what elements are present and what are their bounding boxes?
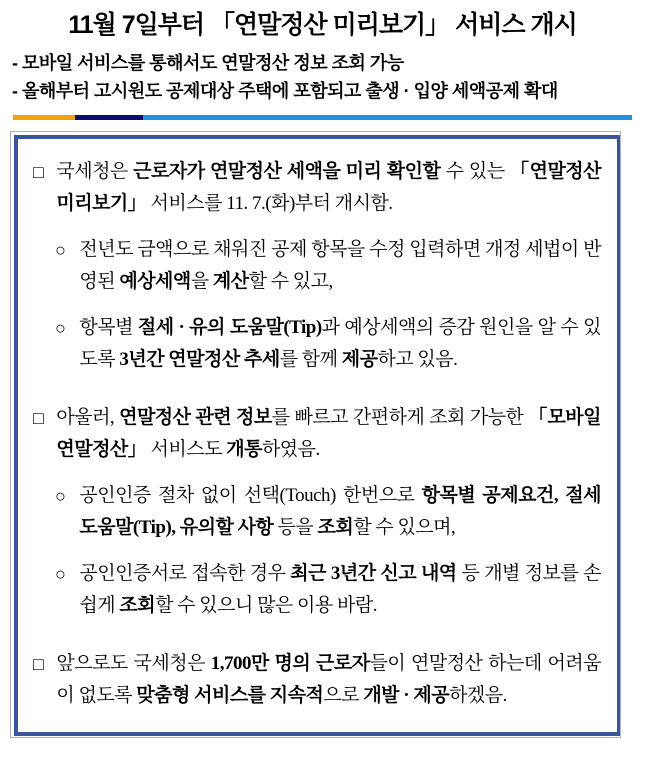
bold-text: 예상세액 — [119, 271, 191, 292]
text: 하겠음. — [449, 685, 507, 706]
text: 할 수 있고, — [248, 271, 333, 292]
bold-text: 조회 — [119, 595, 156, 616]
bold-text: 연말정산 관련 정보 — [119, 407, 272, 428]
page-title: 11월 7일부터 「연말정산 미리보기」 서비스 개시 — [68, 11, 577, 39]
bullet-circle-icon: ○ — [55, 240, 66, 260]
text: 서비스도 — [146, 439, 227, 460]
text: 으로 — [323, 685, 364, 706]
bold-text: 근로자가 연말정산 세액을 미리 확인할 — [133, 161, 441, 182]
paragraph — [55, 312, 601, 376]
paragraph-text — [56, 402, 601, 466]
paragraph-text — [79, 234, 601, 298]
text: 할 수 있으며, — [353, 517, 456, 538]
text: 를 함께 — [279, 349, 342, 370]
bold-text: 계산 — [212, 271, 249, 292]
text: 전년도 금액으로 채워진 공제 항목을 수정 입력하면 개정 세법이 반영된 — [79, 239, 601, 292]
paragraph — [33, 648, 601, 712]
subtitle-line: - 모바일 서비스를 통해서도 연말정산 정보 조회 가능 — [12, 53, 404, 73]
divider-orange-segment — [13, 115, 75, 120]
text: 하고 있음. — [377, 349, 458, 370]
paragraph — [55, 558, 601, 622]
text: 를 빠르고 간편하게 조회 가능한 — [271, 407, 529, 428]
paragraph — [33, 156, 601, 220]
bold-text: 맞춤형 서비스를 지속적 — [136, 685, 324, 706]
text: 항목별 — [79, 317, 138, 338]
divider-navy-segment — [75, 115, 143, 120]
text: 수 있는 — [440, 161, 510, 182]
text: 등을 — [273, 517, 318, 538]
bullet-square-icon: □ — [33, 162, 44, 182]
text: 과 예상세액의 증감 원인을 알 수 있도록 — [79, 317, 601, 370]
subtitle-line: - 올해부터 고시원도 공제대상 주택에 포함되고 출생 · 입양 세액공제 확대 — [12, 81, 558, 101]
paragraph — [55, 480, 601, 544]
bold-text: 조회 — [317, 517, 354, 538]
text: 등 개별 정보를 손쉽게 — [79, 563, 601, 616]
bullet-square-icon: □ — [33, 408, 44, 428]
text: 하였음. — [261, 439, 320, 460]
bold-text: 최근 3년간 신고 내역 — [290, 563, 457, 584]
text: 앞으로도 국세청은 — [56, 653, 211, 674]
paragraph-text — [56, 648, 601, 712]
text: 공인인증 절차 없이 선택(Touch) 한번으로 — [79, 485, 422, 506]
bullet-circle-icon: ○ — [55, 318, 66, 338]
text: 할 수 있으니 많은 이용 바람. — [155, 595, 377, 616]
bold-text: 1,700만 명의 근로자 — [210, 653, 370, 674]
bold-text: 「연말정산 미리보기」 — [56, 161, 602, 214]
bold-text: 제공 — [341, 349, 378, 370]
text: 을 — [190, 271, 213, 292]
divider-blue-segment — [143, 115, 632, 120]
bold-text: 항목별 공제요건, 절세 도움말(Tip), 유의할 사항 — [79, 485, 601, 538]
subtitle-list — [12, 49, 633, 105]
paragraph-text — [79, 480, 601, 544]
paragraph-text — [79, 312, 601, 376]
bullet-square-icon: □ — [33, 654, 44, 674]
bold-text: 개통 — [226, 439, 262, 460]
divider-bar — [13, 115, 632, 120]
bold-text: 개발 · 제공 — [363, 685, 450, 706]
paragraph-text — [79, 558, 601, 622]
bullet-circle-icon: ○ — [55, 486, 66, 506]
box-paragraphs — [33, 156, 601, 712]
text: 국세청은 — [56, 161, 134, 182]
text: 아울러, — [56, 407, 120, 428]
text: 공인인증서로 접속한 경우 — [79, 563, 291, 584]
bold-text: 「모바일 연말정산」 — [56, 407, 602, 460]
text: 서비스를 11. 7.(화)부터 개시함. — [146, 193, 393, 214]
paragraph — [55, 234, 601, 298]
bullet-circle-icon: ○ — [55, 564, 66, 584]
content-box — [14, 135, 621, 736]
bold-text: 절세 · 유의 도움말(Tip) — [137, 317, 322, 338]
paragraph — [33, 402, 601, 466]
paragraph-text — [56, 156, 601, 220]
bold-text: 3년간 연말정산 추세 — [119, 349, 280, 370]
text: 들이 연말정산 하는데 어려움이 없도록 — [56, 653, 602, 706]
